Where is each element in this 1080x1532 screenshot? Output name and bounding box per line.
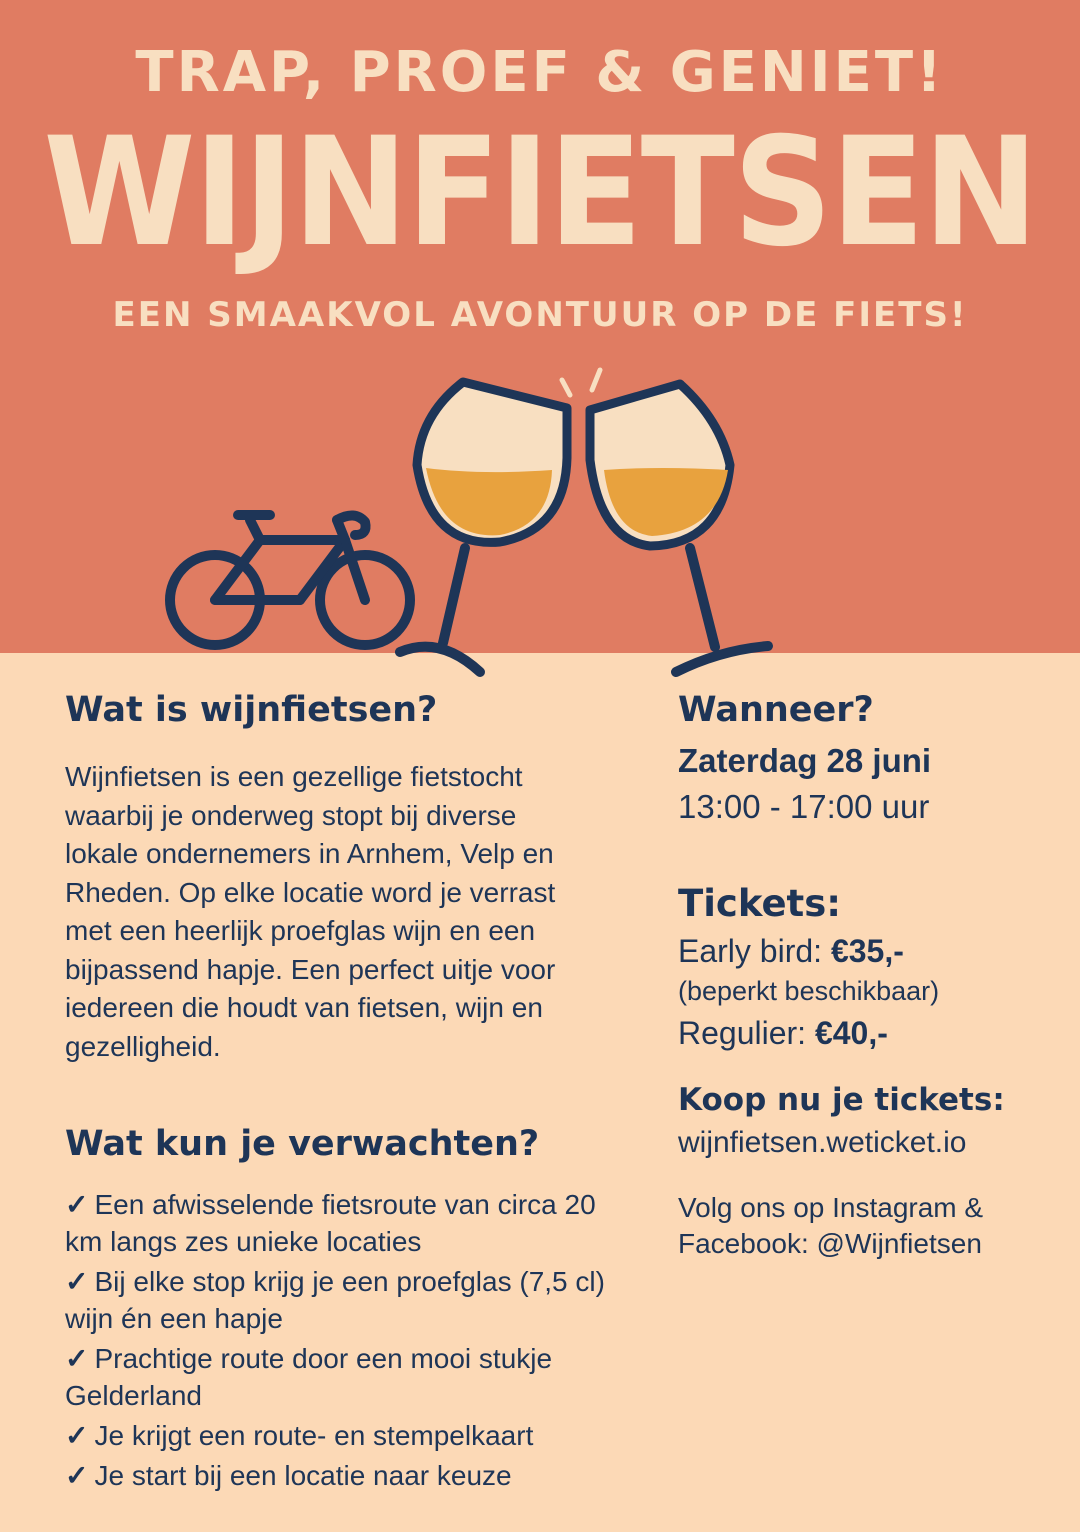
expect-list xyxy=(65,1186,625,1494)
about-line: met een heerlijk proefglas wijn en een xyxy=(65,915,536,946)
left-wine-glass-icon xyxy=(400,382,567,672)
check-icon: ✓ xyxy=(65,1266,89,1297)
cheers-marks-icon xyxy=(562,370,600,395)
expect-heading: Wat kun je verwachten? xyxy=(65,1124,540,1164)
right-column xyxy=(678,690,1058,1262)
tickets-heading: Tickets: xyxy=(678,882,842,925)
early-bird-note: (beperkt beschikbaar) xyxy=(678,976,940,1006)
about-text xyxy=(65,758,625,1066)
event-date: Zaterdag 28 juni xyxy=(678,742,932,779)
bicycle-icon xyxy=(170,515,410,645)
about-line: waarbij je onderweg stopt bij diverse xyxy=(65,799,517,831)
about-line: gezelligheid. xyxy=(65,1030,221,1062)
check-icon: ✓ xyxy=(65,1343,89,1374)
early-bird-price: Early bird: €35,- xyxy=(678,933,904,969)
regular-price: Regulier: €40,- xyxy=(678,1015,888,1051)
about-line: lokale ondernemers in Arnhem, Velp en xyxy=(65,838,554,869)
buy-heading: Koop nu je tickets: xyxy=(678,1082,1005,1118)
bike-and-glasses-illustration xyxy=(0,360,1080,690)
list-item: ✓ Je start bij een locatie naar keuze xyxy=(65,1460,512,1491)
about-line: Rheden. Op elke locatie word je verrast xyxy=(65,876,556,908)
list-item: ✓ Bij elke stop krijg je een proefglas (7,5 cl) wijn én een hapje xyxy=(65,1266,605,1334)
page-title: WIJNFIETSEN xyxy=(43,106,1037,280)
right-wine-glass-icon xyxy=(590,384,768,672)
social-follow: Volg ons op Instagram & Facebook: @Wijnfietsen xyxy=(678,1192,984,1259)
about-heading: Wat is wijnfietsen? xyxy=(65,690,438,730)
list-item: ✓ Je krijgt een route- en stempelkaart xyxy=(65,1420,534,1451)
tagline: TRAP, PROEF & GENIET! xyxy=(135,40,945,105)
check-icon: ✓ xyxy=(65,1460,89,1491)
about-line: Wijnfietsen is een gezellige fietstocht xyxy=(65,761,523,792)
check-icon: ✓ xyxy=(65,1189,89,1220)
about-line: iedereen die houdt van fietsen, wijn en xyxy=(65,992,543,1023)
left-column xyxy=(65,690,625,1497)
list-item: ✓ Een afwisselende fietsroute van circa 20 km langs zes unieke locaties xyxy=(65,1189,596,1257)
subtitle: EEN SMAAKVOL AVONTUUR OP DE FIETS! xyxy=(112,295,968,335)
list-item: ✓ Prachtige route door een mooi stukje Gelderland xyxy=(65,1343,553,1411)
about-line: bijpassend hapje. Een perfect uitje voor xyxy=(65,953,556,985)
event-time: 13:00 - 17:00 uur xyxy=(678,788,930,825)
when-heading: Wanneer? xyxy=(678,690,874,730)
check-icon: ✓ xyxy=(65,1420,89,1451)
ticket-url[interactable]: wijnfietsen.weticket.io xyxy=(678,1126,967,1159)
